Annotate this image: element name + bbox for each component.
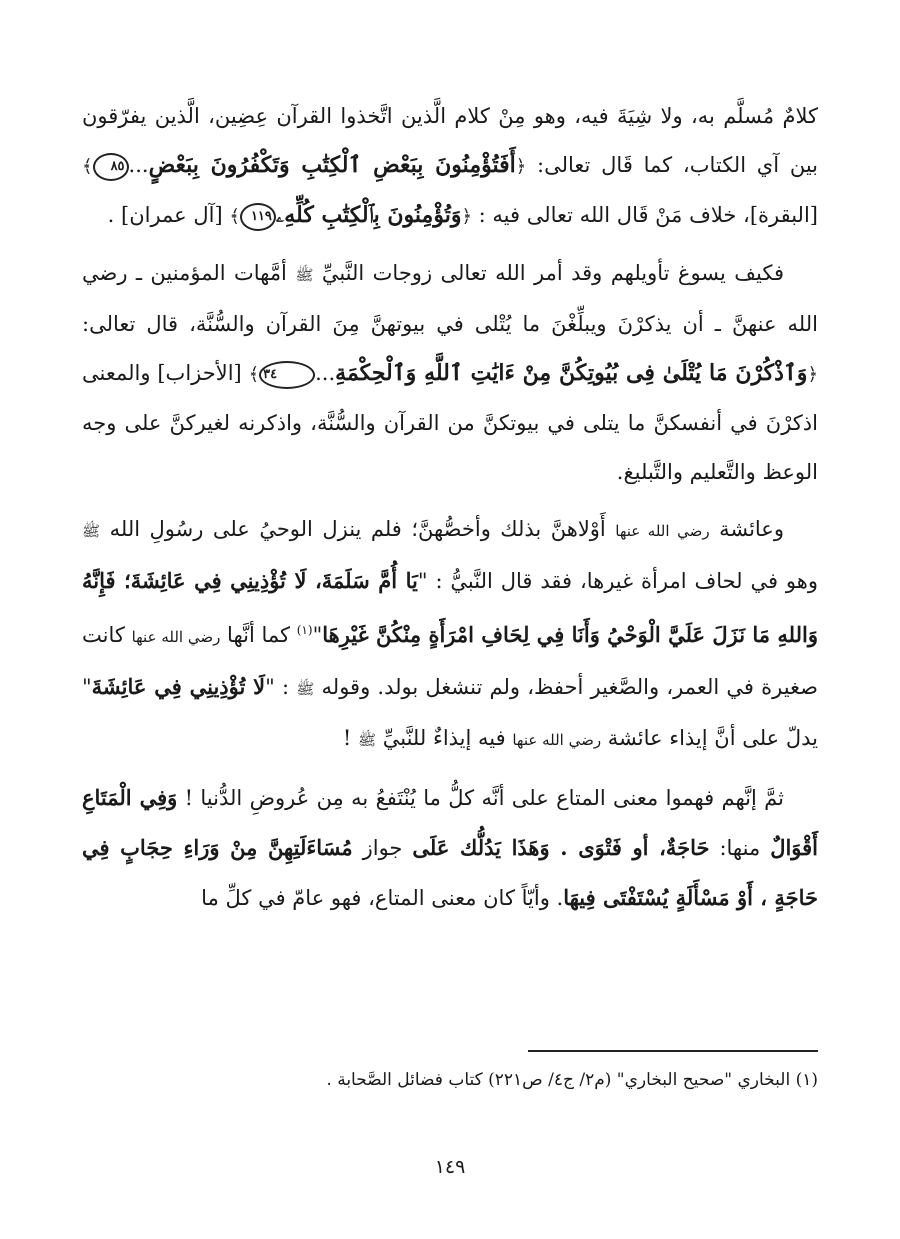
text-run: وعائشة [709, 517, 784, 541]
text-run: جواز [352, 836, 413, 860]
text-run: " يدلّ على أنَّ إيذاء عائشة [82, 675, 818, 750]
text-run: : " [265, 675, 297, 699]
honorific-glyph: ﷺ [82, 522, 101, 540]
hadith-quote: وَفِي الْمَتَاعِ أَقْوَالٌ [82, 785, 819, 860]
quran-verse: وَٱذْكُرْنَ مَا يُتْلَىٰ فِى بُيُوتِكُنَّ مِنْ ءَايَٰتِ ٱللَّهِ وَٱلْحِكْمَةِ [335, 360, 808, 386]
main-text-block [82, 92, 818, 931]
hadith-quote: مُسَاءَلَتِهِنَّ مِنْ وَرَاءِ حِجَابٍ فِي حَاجَةٍ ، أَوْ مَسْأَلَةٍ يُسْتَفْتَى فِيهَا [82, 835, 818, 910]
hadith-quote: لَا تُؤْذِينِي فِي عَائِشَةَ [91, 674, 266, 699]
paragraph [82, 249, 818, 497]
footnote: (١) البخاري "صحيح البخاري" (م٢/ ج٤/ ص٢٢١) كتاب فضائل الصَّحابة . [326, 1070, 818, 1090]
quran-bracket: ﴾ [248, 364, 260, 385]
text-run: [البقرة]، خلاف مَنْ قَال الله تعالى فيه : [472, 203, 818, 227]
text-run: منها: [709, 836, 771, 860]
honorific-glyph: ﷺ [357, 731, 377, 749]
honorific-glyph: ﷺ [296, 680, 315, 698]
text-run: وهو في لحاف امرأة غيرها، فقد قال النَّبيُّ : " [417, 569, 818, 593]
text-run: ! [342, 726, 358, 750]
text-run: أمَّهات المؤمنين ـ رضي الله عنهنَّ ـ أن يذكرْنَ ويبلِّغْنَ ما يُتْلى في بيوتهنَّ مِنَ القرآن والسُّنَّة، قال تعالى: [82, 261, 818, 336]
honorific-glyph: رضي الله عنها [615, 522, 710, 540]
quran-verse: أَفَتُؤْمِنُونَ بِبَعْضِ ٱلْكِتَٰبِ وَتَكْفُرُونَ بِبَعْضٍ [148, 152, 516, 178]
paragraph [82, 505, 818, 765]
quran-bracket: ﴿ [461, 206, 472, 227]
footnote-separator [528, 1050, 818, 1052]
hadith-quote: يَا أُمَّ سَلَمَةَ، لَا تُؤْذِينِي فِي عَائِشَةَ؛ فَإِنَّهُ وَاللهِ مَا نَزَلَ عَلَيَّ الْوَحْيُ وَأَنَا فِي لِحَافِ امْرَأَةٍ مِنْكُنَّ غَيْرِهَا [82, 568, 818, 647]
text-run: أَوْلاهنَّ بذلك وأخصُّهنَّ؛ فلم ينزل الوحيُ على رسُولِ الله [100, 517, 616, 541]
text-run: كلامٌ مُسلَّم به، ولا شِيَةَ فيه، وهو مِنْ كلام الَّذين اتَّخذوا القرآن عِضِين، الَّذين يفرّقون بين آي الكتاب، كما قَال تعالى: [82, 104, 819, 177]
paragraph [82, 773, 818, 923]
quran-bracket: ﴾ [229, 206, 240, 227]
ayah-number: ٨٥ [93, 153, 129, 181]
footnote-reference: (١) [296, 623, 313, 637]
quran-verse: وَتُؤْمِنُونَ بِٱلْكِتَٰبِ كُلِّهِۦ [275, 202, 462, 228]
ayah-number: ٣٤ [259, 361, 315, 389]
text-run: كما أنَّها [220, 623, 297, 647]
honorific-glyph: ﷺ [295, 266, 314, 284]
hadith-quote: حَاجَةٌ، أو فَتْوَى . وَهَذَا يَدُلُّك عَلَى [412, 835, 710, 860]
text-run: فكيف يسوغ تأويلهم وقد أمر الله تعالى زوجات النَّبيِّ [313, 261, 784, 285]
text-run: كانت صغيرة في العمر، والصَّغير أحفظ، ولم تنشغل بولد. وقوله [82, 623, 818, 699]
text-run: فيه إيذاءٌ للنَّبيِّ [376, 726, 513, 750]
text-run: . وأيّاً كان معنى المتاع، فهو عامّ في كلِّ ما [201, 886, 564, 910]
text-run: " [312, 623, 323, 647]
text-run: [آل عمران] . [107, 203, 230, 227]
honorific-glyph: رضي الله عنها [512, 731, 602, 749]
page-number: ١٤٩ [434, 1156, 466, 1178]
paragraph [82, 92, 818, 241]
text-run: [الأحزاب] والمعنى اذكرْنَ في أنفسكنَّ ما يتلى في بيوتكنَّ من القرآن والسُّنَّة، واذكرنه لغيركنَّ على وجه الوعظ والتَّعليم والتَّبليغ. [82, 361, 818, 484]
ayah-number: ١١٩ [240, 203, 276, 231]
quran-bracket: ﴾ [82, 156, 93, 177]
quran-bracket: ﴿ [807, 364, 818, 385]
text-run: ... [128, 153, 149, 177]
text-run: ثمَّ إنَّهم فهموا معنى المتاع على أنَّه كلُّ ما يُنْتَفعُ به مِن عُروضِ الدُّنيا ! [177, 786, 784, 810]
quran-bracket: ﴿ [515, 156, 527, 177]
text-run: ... [315, 361, 336, 385]
honorific-glyph: رضي الله عنها [131, 628, 221, 646]
